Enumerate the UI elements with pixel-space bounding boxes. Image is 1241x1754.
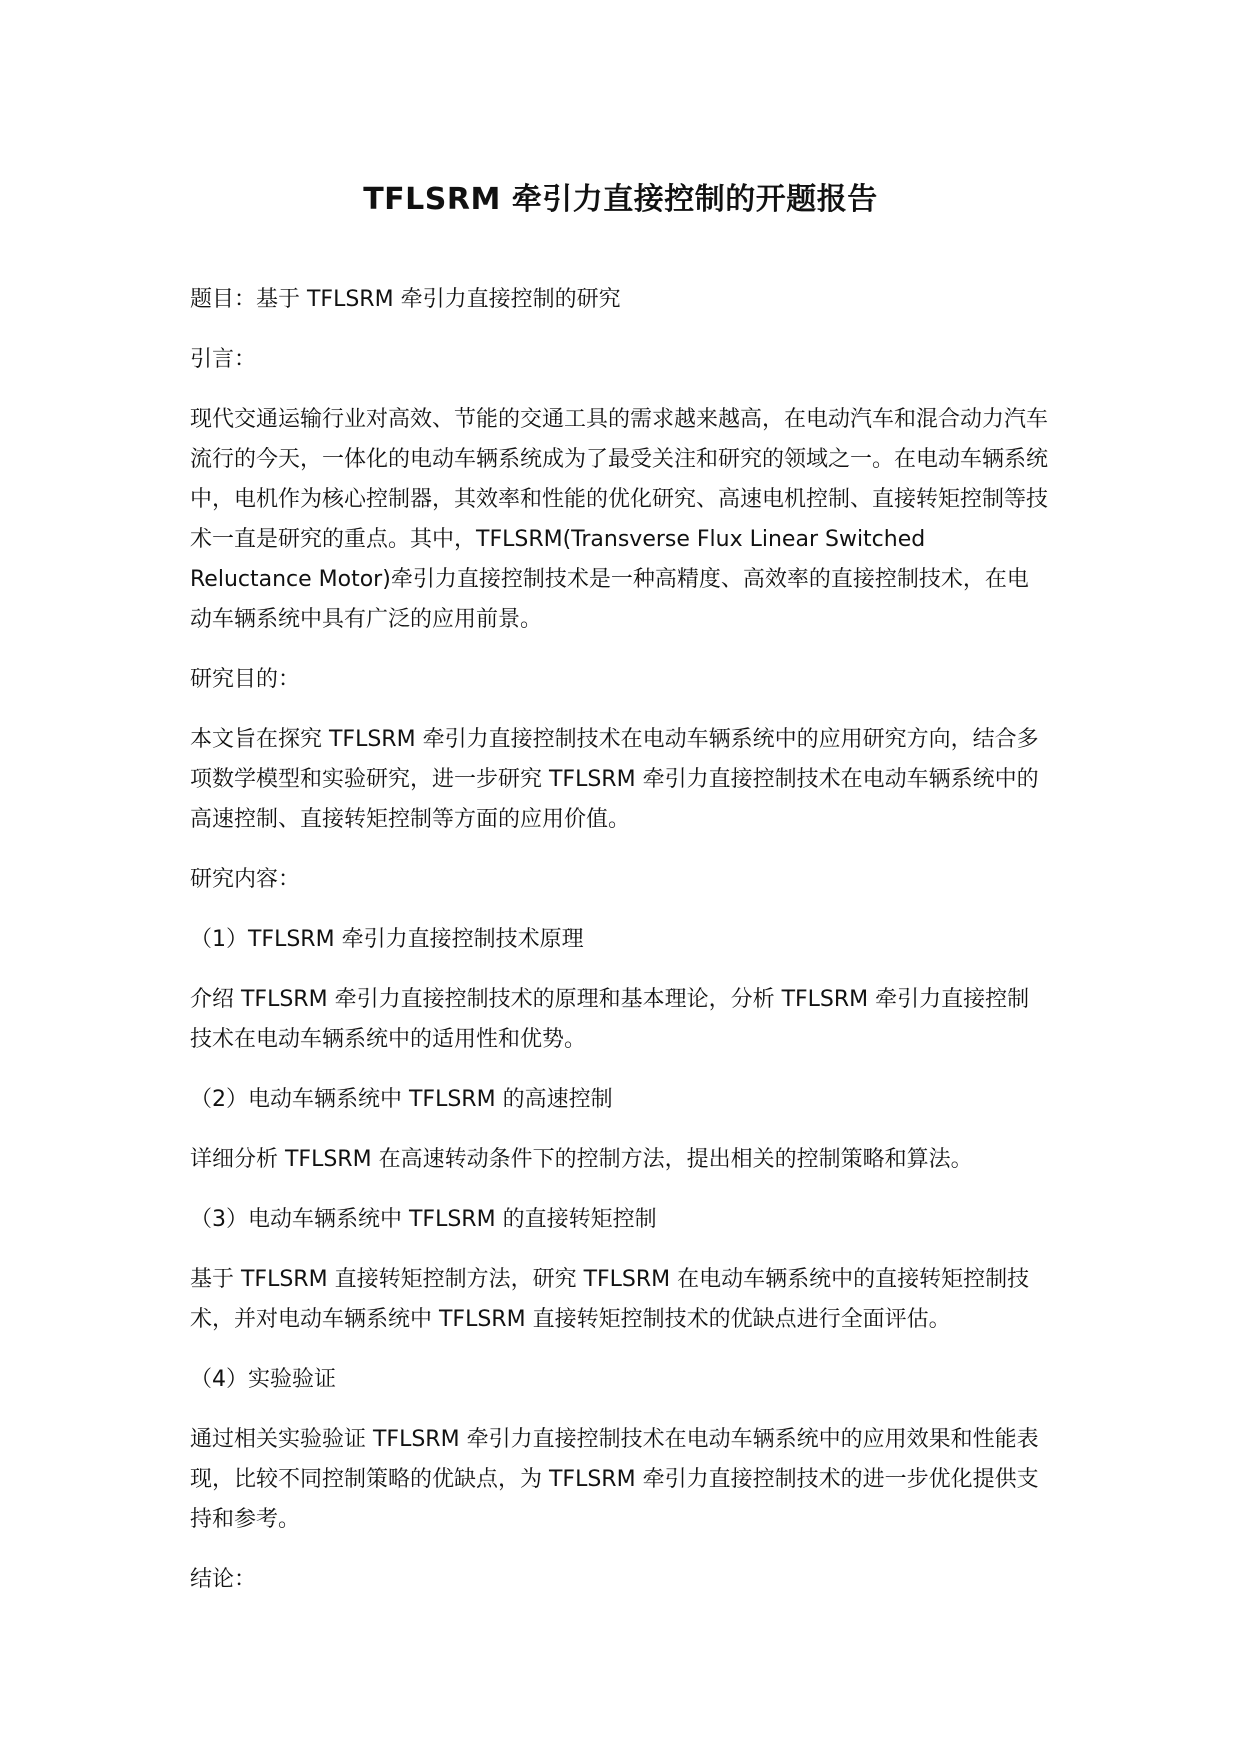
heading-conclusion: 结论： [190, 1567, 257, 1592]
paragraph-topic: 题目：基于 TFLSRM 牵引力直接控制的研究 [190, 287, 621, 312]
paragraph-principle: 介绍 TFLSRM 牵引力直接控制技术的原理和基本理论，分析 TFLSRM 牵引力直接控制技术在电动车辆系统中的适用性和优势。 [190, 987, 1030, 1052]
paragraph-introduction: 现代交通运输行业对高效、节能的交通工具的需求越来越高，在电动汽车和混合动力汽车流行的今天，一体化的电动车辆系统成为了最受关注和研究的领域之一。在电动车辆系统中，电机作为核心控制器，其效率和性能的优化研究、高速电机控制、直接转矩控制等技术一直是研究的重点。其中，TFLSRM(Transverse Flux Linear Switched Reluctance Motor)牵引力直接控制技术是一种高精度、高效率的直接控制技术，在电动车辆系统中具有广泛的应用前景。 [190, 407, 1049, 632]
paragraph-high-speed-control: 详细分析 TFLSRM 在高速转动条件下的控制方法，提出相关的控制策略和算法。 [190, 1147, 973, 1172]
heading-research-purpose: 研究目的： [190, 667, 301, 692]
subheading-principle: （1）TFLSRM 牵引力直接控制技术原理 [190, 927, 584, 952]
heading-introduction: 引言： [190, 347, 257, 372]
subheading-high-speed-control: （2）电动车辆系统中 TFLSRM 的高速控制 [190, 1087, 613, 1112]
paragraph-direct-torque-control: 基于 TFLSRM 直接转矩控制方法，研究 TFLSRM 在电动车辆系统中的直接转矩控制技术，并对电动车辆系统中 TFLSRM 直接转矩控制技术的优缺点进行全面评估。 [190, 1267, 1030, 1332]
paragraph-research-purpose: 本文旨在探究 TFLSRM 牵引力直接控制技术在电动车辆系统中的应用研究方向，结合多项数学模型和实验研究，进一步研究 TFLSRM 牵引力直接控制技术在电动车辆系统中的高速控制、直接转矩控制等方面的应用价值。 [190, 727, 1039, 832]
document-body [190, 280, 1050, 1620]
heading-research-content: 研究内容： [190, 867, 301, 892]
subheading-direct-torque-control: （3）电动车辆系统中 TFLSRM 的直接转矩控制 [190, 1207, 657, 1232]
subheading-experimental-verification: （4）实验验证 [190, 1367, 336, 1392]
document-title: TFLSRM 牵引力直接控制的开题报告 [363, 182, 878, 217]
paragraph-experimental-verification: 通过相关实验验证 TFLSRM 牵引力直接控制技术在电动车辆系统中的应用效果和性能表现，比较不同控制策略的优缺点，为 TFLSRM 牵引力直接控制技术的进一步优化提供支持和参考。 [190, 1427, 1039, 1532]
